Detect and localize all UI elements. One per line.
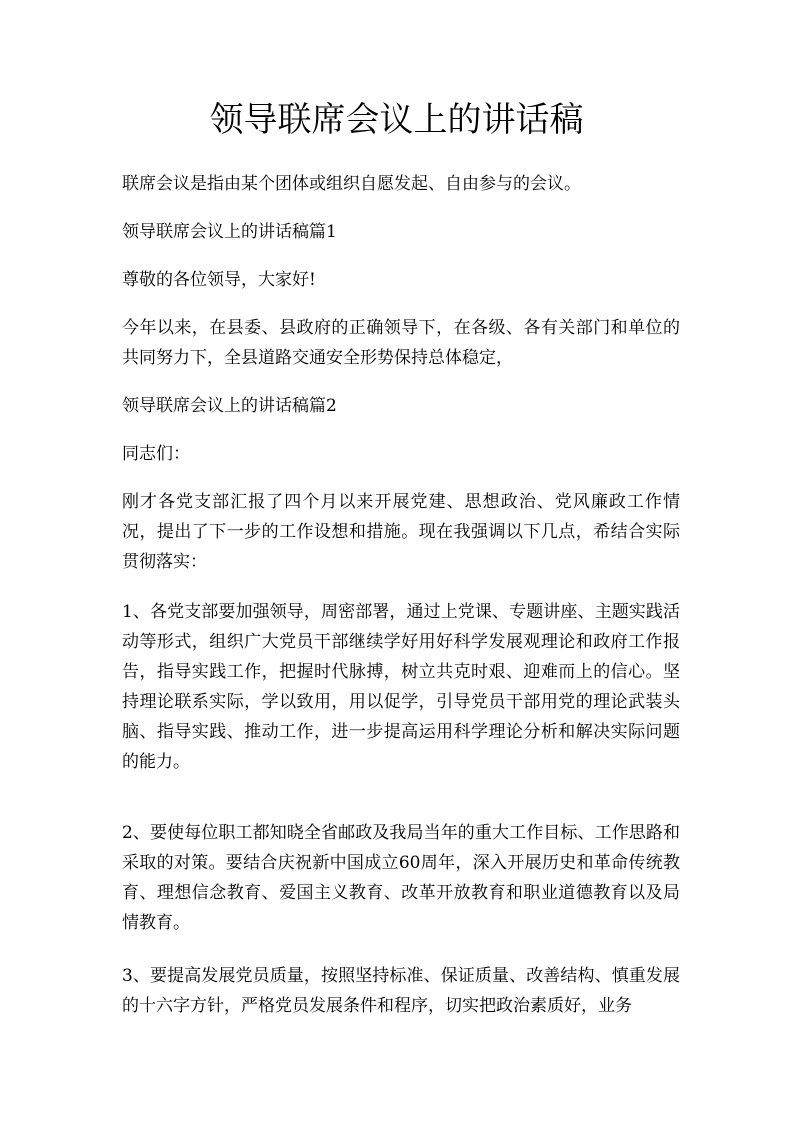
paragraph-greeting: 尊敬的各位领导，大家好! (122, 270, 316, 290)
paragraph-speech-1: 今年以来，在县委、县政府的正确领导下，在各级、各有关部门和单位的共同努力下，全县道路交通安全形势保持总体稳定， (122, 318, 680, 368)
paragraph-speech-2: 刚才各党支部汇报了四个月以来开展党建、思想政治、党风廉政工作情况，提出了下一步的工作设想和措施。现在我强调以下几点，希结合实际贯彻落实： (122, 492, 680, 572)
paragraph-intro: 联席会议是指由某个团体或组织自愿发起、自由参与的会议。 (122, 174, 581, 194)
paragraph-point-3: 3、要提高发展党员质量，按照坚持标准、保证质量、改善结构、慎重发展的十六字方针，严格党员发展条件和程序，切实把政治素质好，业务 (122, 966, 680, 1016)
document-title: 领导联席会议上的讲话稿 (209, 100, 584, 140)
paragraph-salutation: 同志们： (122, 444, 190, 464)
paragraph-point-1: 1、各党支部要加强领导，周密部署，通过上党课、专题讲座、主题实践活动等形式，组织广大党员干部继续学好用好科学发展观理论和政府工作报告，指导实践工作，把握时代脉搏，树立共克时艰、迎难而上的信心。坚持理论联系实际，学以致用，用以促学，引导党员干部用党的理论武装头脑、指导实践、推动工作，进一步提高运用科学理论分析和解决实际问题的能力。 (122, 602, 680, 772)
paragraph-point-2: 2、要使每位职工都知晓全省邮政及我局当年的重大工作目标、工作思路和采取的对策。要结合庆祝新中国成立60周年，深入开展历史和革命传统教育、理想信念教育、爱国主义教育、改革开放教育和职业道德教育以及局情教育。 (122, 823, 680, 933)
section-heading-2: 领导联席会议上的讲话稿篇2 (122, 396, 337, 416)
section-heading-1: 领导联席会议上的讲话稿篇1 (122, 222, 337, 242)
